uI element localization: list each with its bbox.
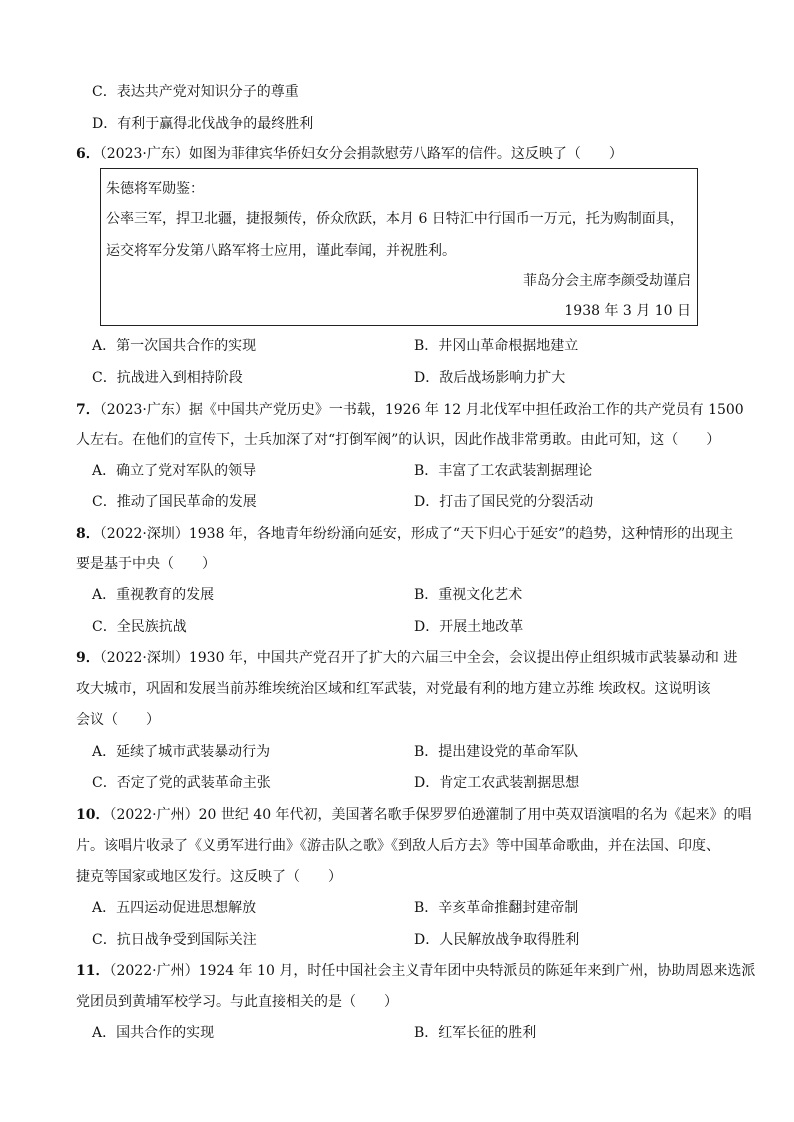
q7-option-b: B．丰富了工农武装割据理论	[414, 463, 593, 479]
q7-option-a: A．确立了党对军队的领导	[92, 463, 257, 479]
q11-option-b: B．红军长征的胜利	[414, 1025, 537, 1041]
question-10-line-2: 片。该唱片收录了《义勇军进行曲》《游击队之歌》《到敌人后方去》等中国革命歌曲，并在法国、印度、	[76, 838, 720, 854]
q8-option-c: C．全民族抗战	[92, 619, 187, 635]
question-text-line-1: 20 世纪 40 年代初，美国著名歌手保罗罗伯逊灌制了用中英双语演唱的名为《起来》的唱	[198, 807, 752, 823]
question-text-line-1: 1930 年，中国共产党召开了扩大的六届三中全会，会议提出停止组织城市武装暴动和 进	[188, 650, 738, 666]
question-source: （2023·广东）	[99, 402, 189, 418]
q7-option-d: D．打击了国民党的分裂活动	[414, 494, 594, 510]
q8-option-a: A．重视教育的发展	[92, 587, 215, 603]
question-number: 6．	[76, 146, 100, 162]
q8-option-b: B．重视文化艺术	[414, 587, 523, 603]
question-10-line-3: 捷克等国家或地区发行。这反映了（ ）	[76, 869, 342, 885]
q10-option-b: B．辛亥革命推翻封建帝制	[414, 900, 579, 916]
q6-option-b: B．井冈山革命根据地建立	[414, 338, 579, 354]
q7-option-c: C．推动了国民革命的发展	[92, 494, 257, 510]
question-9-line-2: 攻大城市，巩固和发展当前苏维埃统治区域和红军武装，对党最有利的地方建立苏维 埃政权。这说明该	[76, 681, 711, 697]
q5-option-c: C．表达共产党对知识分子的尊重	[92, 84, 299, 100]
q5-option-d: D．有利于赢得北伐战争的最终胜利	[92, 116, 314, 132]
question-number: 8．	[76, 526, 100, 542]
q9-option-a: A．延续了城市武装暴动行为	[92, 744, 271, 760]
question-8-line-2: 要是基于中央（ ）	[76, 556, 216, 572]
question-number: 11．	[76, 963, 110, 979]
letter-box	[100, 168, 698, 326]
letter-date: 1938 年 3 月 10 日	[564, 303, 691, 319]
letter-body-line-1: 公率三军，捍卫北疆，捷报频传，侨众欣跃，本月 6 日特汇中行国币一万元，托为购制面具，	[106, 211, 684, 227]
letter-signature: 菲岛分会主席李颜受劫谨启	[523, 273, 691, 289]
question-7-line-2: 人左右。在他们的宣传下，士兵加深了对“打倒军阀”的认识，因此作战非常勇敢。由此可知，这（ ）	[76, 432, 721, 448]
q8-option-d: D．开展土地改革	[414, 619, 524, 635]
question-10-stem	[76, 805, 752, 825]
question-text-line-1: 1938 年，各地青年纷纷涌向延安，形成了“天下归心于延安”的趋势，这种情形的出现主	[188, 526, 734, 542]
q9-option-d: D．肯定工农武装割据思想	[414, 775, 580, 791]
q6-option-c: C．抗战进入到相持阶段	[92, 370, 243, 386]
letter-body-line-2: 运交将军分发第八路军将士应用，谨此奉闻，并祝胜利。	[106, 243, 456, 259]
question-11-stem	[76, 961, 755, 981]
question-number: 9．	[76, 650, 100, 666]
q11-option-a: A．国共合作的实现	[92, 1025, 215, 1041]
q10-option-c: C．抗日战争受到国际关注	[92, 932, 257, 948]
question-text: 如图为菲律宾华侨妇女分会捐款慰劳八路军的信件。这反映了（ ）	[188, 146, 623, 162]
q9-option-b: B．提出建设党的革命军队	[414, 744, 579, 760]
question-source: （2022·深圳）	[99, 650, 189, 666]
question-source: （2022·广州）	[109, 963, 199, 979]
question-number: 10．	[76, 807, 110, 823]
q9-option-c: C．否定了党的武装革命主张	[92, 775, 271, 791]
question-source: （2023·广东）	[99, 146, 189, 162]
letter-salutation: 朱德将军勋鉴：	[106, 181, 204, 197]
question-8-stem	[76, 524, 733, 544]
q10-option-d: D．人民解放战争取得胜利	[414, 932, 580, 948]
question-6-stem	[76, 144, 623, 164]
question-11-line-2: 党团员到黄埔军校学习。与此直接相关的是（ ）	[76, 994, 398, 1010]
question-source: （2022·深圳）	[99, 526, 189, 542]
question-text-line-1: 1924 年 10 月，时任中国社会主义青年团中央特派员的陈延年来到广州，协助周恩来选派	[198, 963, 756, 979]
q10-option-a: A．五四运动促进思想解放	[92, 900, 257, 916]
question-7-stem	[76, 400, 744, 420]
question-source: （2022·广州）	[109, 807, 199, 823]
question-number: 7．	[76, 402, 100, 418]
question-text-line-1: 据《中国共产党历史》一书载，1926 年 12 月北伐军中担任政治工作的共产党员有 1500	[188, 402, 744, 418]
q6-option-d: D．敌后战场影响力扩大	[414, 370, 566, 386]
q6-option-a: A．第一次国共合作的实现	[92, 338, 257, 354]
question-9-stem	[76, 648, 737, 668]
question-9-line-3: 会议（ ）	[76, 712, 160, 728]
